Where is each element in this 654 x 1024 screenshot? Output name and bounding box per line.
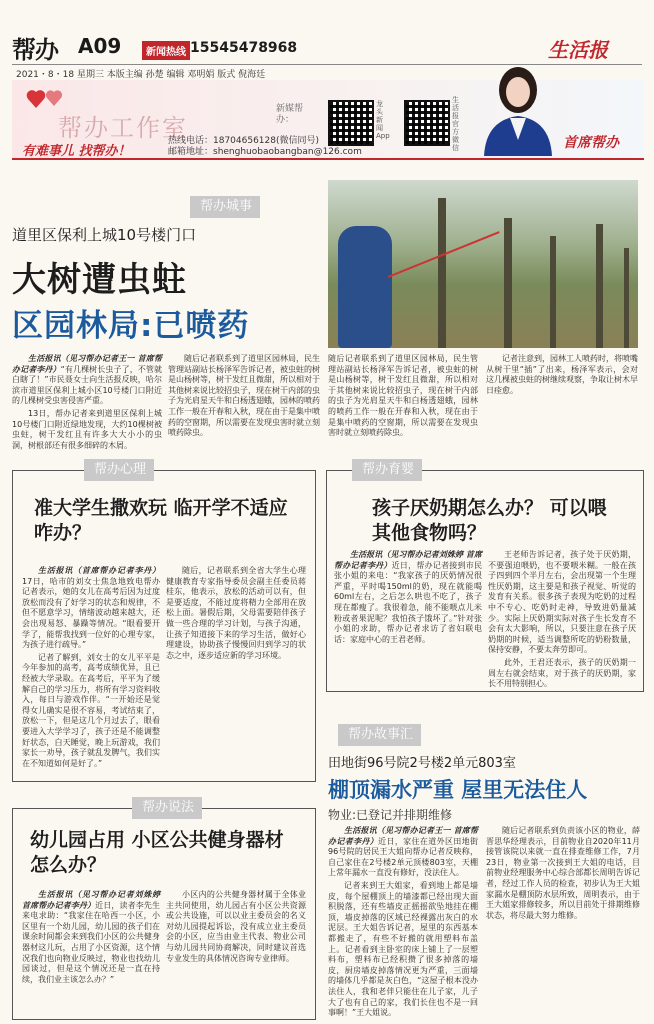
contact-email: 邮箱地址：shenghuobaobangban@126.com <box>168 147 362 157</box>
article1-headline2: 区园林局:已喷药 <box>12 308 250 344</box>
article5-byline: 生活报讯（见习帮办记者刘姝婷 首席帮办记者李丹） <box>22 890 160 910</box>
qr-caption-wechat: 生活报官方微信 <box>452 96 459 152</box>
qr-code-wechat[interactable] <box>404 100 450 146</box>
article1-headline1: 大树遭虫蛀 <box>12 260 187 300</box>
article4-byline: 生活报讯（见习帮办记者王一 首席帮办记者李丹） <box>328 826 478 846</box>
section-label-city-text: 帮办城事 <box>200 199 253 214</box>
article4-headline: 棚顶漏水严重 屋里无法住人 <box>328 778 588 802</box>
article1-col3: 随后记者联系到了道里区园林局，民生管理站副站长杨泽军告诉记者，被虫蛀的树是山杨树等，树干发红且微甜，所以相对于其他树来说比较招虫子，现在树干内部的虫子为光肩星天牛和白杨透翅蛾，园林的喷药工作一般在开春和入秋，现在由于是集中喷药的空窗期，所以需要在发现虫害时就立刻喷药除虫。 <box>328 354 478 438</box>
hotline-number: 15545478968 <box>190 40 298 56</box>
article4-kicker: 田地街96号院2号楼2单元803室 <box>328 756 516 771</box>
contact-phone: 热线电话：18704656128(微信同号) <box>168 136 320 146</box>
dateline: 2021・8・18 星期三 本版主编 孙楚 编辑 邓明娟 版式 倪海廷 <box>16 70 266 80</box>
article5-headline: 幼儿园占用 小区公共健身器材怎么办？ <box>30 829 284 876</box>
section-label-parenting: 帮办育婴 <box>352 459 422 481</box>
article3-headline: 孩子厌奶期怎么办？ 可以喂其他食物吗？ <box>372 497 607 544</box>
article1-col4: 记者注意到，园林工人喷药时，将喷嘴从树干里“插”了出来，杨泽军表示，会对这几棵被虫蛀的树继续观察，争取让树木早日痊愈。 <box>486 354 638 395</box>
qr-label: 新媒帮办： <box>276 104 304 125</box>
studio-slogan: 有难事儿 找帮办！ <box>22 144 131 159</box>
anchor-photo <box>476 60 560 156</box>
section-label-city <box>190 196 260 218</box>
article2-byline: 生活报讯（首席帮办记者李丹） <box>38 566 160 575</box>
article1-photo <box>328 180 638 348</box>
studio-title: 帮办工作室 <box>58 114 188 142</box>
article5-col2: 小区内的公共健身器材属于全体业主共同使用，幼儿园占有小区公共资源或公共设施，可以以业主委员会的名义对幼儿园提起诉讼，没有成立业主委员会的小区，应当由业主代表、物业公司与幼儿园共同协商解决，同时建议首选专业发生的具体情况咨询专业律师。 <box>166 890 306 963</box>
section-name: 帮办 <box>12 36 58 64</box>
article4-col2: 随后记者联系到负责该小区的物业，薛晋思华经理表示，目前物业自2020年11月接管该院以来就一直在排查维修工作，7月23日，物业第一次接到王大姐的电话，目前物业经理服务中心综合部都长周明告诉记者，经过工作人员的检查，初步认为王大姐家漏水是棚顶防水层所致，周明表示，由于王大姐家排修较多，所以目前处于排期维修状态，将尽最大努力维修。 <box>486 826 640 920</box>
section-label-psych: 帮办心理 <box>84 459 154 481</box>
article1-col2: 随后记者联系到了道里区园林局，民生管理站副站长杨泽军告诉记者，被虫蛀的树是山杨树等，树干发红且微甜，所以相对于其他树来说比较招虫子，现在树干内部的虫子为光肩星天牛和白杨透翅蛾，园林的喷药工作一般在开春和入秋，现在由于是集中喷药的空窗期，所以需要在发现虫害时就立刻喷药除虫。 <box>168 354 320 438</box>
article2-headline: 准大学生撒欢玩 临开学不适应咋办？ <box>34 497 288 544</box>
article3-col2: 王老师告诉记者，孩子处于厌奶期，不要强迫喂奶，也不要喂米糊。一般在孩子四到四个半月左右，会出现第一个生理性厌奶期，这主要是和孩子视觉、听觉的发育有关系。很多孩子表现为吃奶的过程中不专心、吃奶时走神，导致进奶量减少。实际上厌奶期实际对孩子生长发育不会有太大影响，所以，只要注意在孩子厌奶期的时候，适当调整所吃的奶粉数量，保持安静，不要太奔劳即可。 此外，王君还表示，孩子的厌奶期一周左右就会结束，对于孩子的厌奶期，家长不用特别担心。 <box>488 550 636 689</box>
article1-byline: 生活报讯（见习帮办记者王一 首席帮办记者李丹） <box>12 354 162 374</box>
article4-subhead: 物业:已登记并排期维修 <box>328 808 453 822</box>
section-label-talk: 帮办说法 <box>132 797 202 819</box>
article1-kicker: 道里区保利上城10号楼门口 <box>12 226 197 244</box>
section-label-story: 帮办故事汇 <box>338 724 421 746</box>
article1-col1: 生活报讯（见习帮办记者王一 首席帮办记者李丹）“有几棵树长虫子了，不管就白瞎了！”市民聂女士向生活报反映，哈尔滨市道里区保利上城小区10号楼门口附近的几棵树受虫害侵害严重。 13日，帮办记者来到道里区保利上城10号楼门口附近绿地发现，大约10棵树被虫蛀，树干发红且有许多大大小小的虫洞，树根部还有很多细碎的木屑。 <box>12 354 162 450</box>
qr-caption-app: 龙头新闻App <box>376 100 390 140</box>
article3-byline: 生活报讯（见习帮办记者刘姝婷 首席帮办记者李丹） <box>334 550 482 570</box>
article3-col1: 生活报讯（见习帮办记者刘姝婷 首席帮办记者李丹）近日，帮办记者接到市民张小姐的来电：“我家孩子的厌奶情况很严重，平时喝150ml的奶，现在就能喝60ml左右，之后怎么哄也不吃了，孩子现在都瘦了。我很着急，能不能喂点儿米粉或者果泥呢？我怕孩子饿坏了。”针对张小姐的求助，帮办记者求访了省妇联电话：家庭中心的王君老师。 <box>334 550 483 644</box>
hotline-tag: 新闻热线 <box>142 41 190 60</box>
article2-col1: 生活报讯（首席帮办记者李丹）17日，哈市的刘女士焦急地致电帮办记者表示，她的女儿在高考后因为过度放松而没有了好学习的状态和规律，不但不愿意学习，情绪波动越来越大，还会出现易怒、暴躁等情况。“眼看要开学了，能帮我找到一位好的心理专家，为孩子进行疏导。” 记者了解到，刘女士的女儿平平是今年参加的高考，高考成绩优异，且已经被大学录取。在高考后，平平为了缓解自己的学习压力，将所有学习资料收入，每日与游戏作伴。“一开始还是觉得女儿确实是很不容易，考试结束了，放松一下，但是这几个月过去了，眼看要进入大学学习了，孩子还是不能调整好状态，白天睡觉，晚上玩游戏，我们家长一劝导，孩子就乱发脾气，我们实在不知道如何是好了。” <box>22 566 160 768</box>
article5-col1: 生活报讯（见习帮办记者刘姝婷 首席帮办记者李丹）近日，读者李先生来电求助：“我家住在哈西一小区，小区里有一个幼儿园，幼儿园的孩子们在课余时间都会来到我们小区的公共健身器材这儿玩，占用了小区资源，这个情况我们也向物业反映过，物业也找幼儿园谈过，但是这个情况还是一直在持续，我们业主该怎么办？” <box>22 890 160 984</box>
article2-col2: 随后，记者联系到全省大学生心理健康教育专家指导委员会副主任委员蒋桂东，他表示，放松的活动可以有，但是要适度，不能过度将精力全部用在放松上面。暑假后期，父母需要陪伴孩子做一些合理的学习计划，与孩子沟通，让孩子知道接下来的学习生活，做好心理建设，协助孩子慢慢回归到学习的状态之中，逐步适应新的学习环境。 <box>166 566 306 660</box>
qr-code-app[interactable] <box>328 100 374 146</box>
paper-logo: 生活报 <box>548 38 608 62</box>
page-number: A09 <box>78 34 122 58</box>
article4-col1: 生活报讯（见习帮办记者王一 首席帮办记者李丹）近日，家住在道外区田地街96号院的居民王大姐向帮办记者反映称，自己家住在2号楼2单元顶楼803室，天棚上常年漏水一直没有修好，没法住人。 记者来到王大姐家，看到地上都是墙皮，每个屋棚顶上的墙漆都已经出现大面积脱落，还有些墙皮正摇摇欲坠地挂在棚顶，墙皮掉落的区域已经裸露出灰白的水泥层。王大姐告诉记者，屋里的东西基本都搬走了，有些不好搬的就用塑料布盖上。记者看到主卧室的床上铺上了一层塑料布，塑料布已经积攒了很多掉落的墙皮，厨房墙皮掉落情况更为严重，三面墙的墙体几乎都是灰白色，“这屋子根本没办法住人，我和老伴只能住在儿子家，儿子大了也有自己的家，我们长住也不是一回事啊！”王大姐说。 <box>328 826 479 1018</box>
anchor-label: 首席帮办 <box>563 135 619 151</box>
